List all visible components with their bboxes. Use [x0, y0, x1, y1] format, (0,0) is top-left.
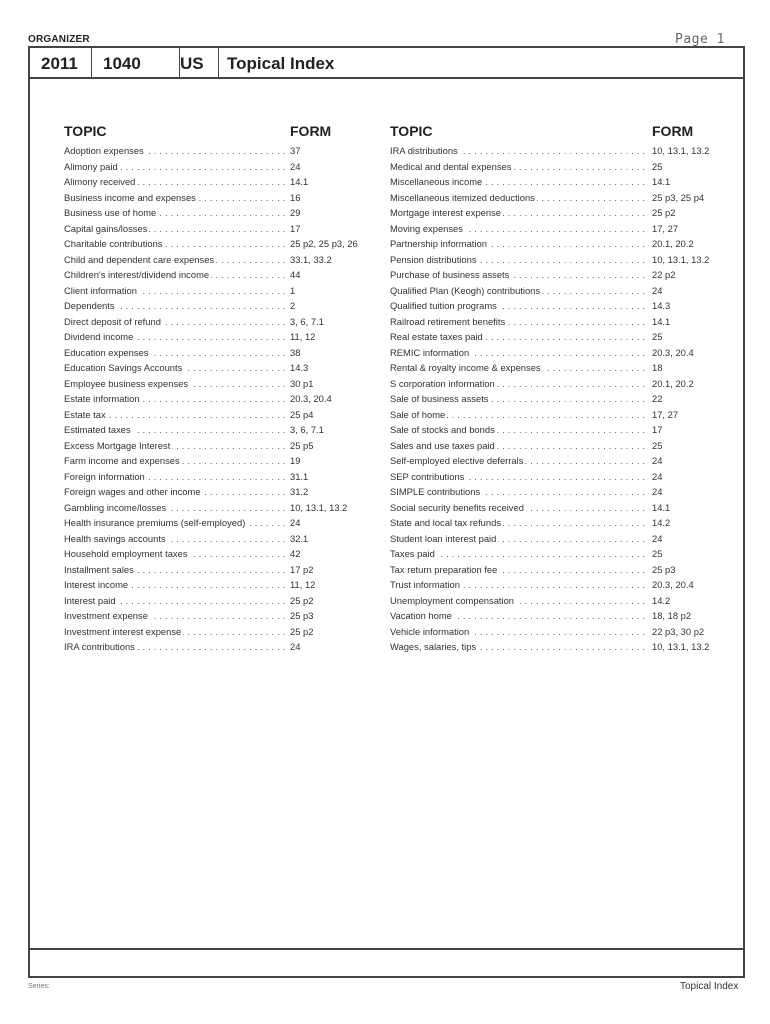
topic-text: Sale of stocks and bonds [390, 424, 495, 435]
index-row [64, 283, 370, 299]
topic-text: Interest paid [64, 594, 116, 606]
topic-cell [64, 515, 288, 531]
topic-cell [64, 267, 288, 283]
form-reference: 24 [652, 470, 663, 482]
topic-cell [64, 500, 288, 516]
topic-text: Household employment taxes [64, 548, 188, 559]
index-row [64, 376, 370, 392]
topic-cell [64, 577, 288, 593]
index-row [64, 562, 370, 578]
index-row [64, 422, 370, 438]
form-reference: 17, 27 [652, 408, 679, 420]
form-reference: 22 p3, 30 p2 [652, 625, 705, 637]
topic-cell [64, 562, 288, 578]
index-row [64, 345, 370, 361]
topic-cell [390, 236, 648, 252]
topic-cell [390, 531, 648, 547]
topic-cell [64, 639, 288, 655]
topic-text: Sale of home [390, 408, 446, 420]
index-row [390, 360, 720, 376]
topic-cell [64, 453, 288, 469]
form-reference: 25 p3 [290, 610, 314, 621]
topic-text: Employee business expenses [64, 377, 189, 389]
topic-text: Sale of business assets [390, 393, 489, 404]
index-row [64, 221, 370, 237]
index-row [64, 360, 370, 376]
form-reference: 17 p2 [290, 563, 314, 575]
index-row [390, 298, 720, 314]
index-row [64, 515, 370, 531]
index-row [64, 174, 370, 190]
topic-text: S corporation information [390, 377, 495, 389]
topic-cell [390, 639, 648, 655]
index-row [390, 391, 720, 407]
index-row [390, 314, 720, 330]
index-row [390, 407, 720, 423]
left-column [64, 123, 370, 655]
form-heading: FORM [652, 123, 694, 139]
topic-cell [64, 391, 288, 407]
topic-text: SIMPLE contributions [390, 486, 481, 497]
index-row [390, 159, 720, 175]
topic-text: Partnership information [390, 238, 487, 249]
topic-text: Miscellaneous itemized deductions [390, 191, 535, 203]
form-reference: 24 [290, 160, 301, 172]
topic-cell [64, 376, 288, 392]
topic-cell [64, 608, 288, 624]
index-row [390, 174, 720, 190]
topic-text: Children's interest/dividend income [64, 269, 210, 280]
index-row [390, 593, 720, 609]
topic-cell [390, 298, 648, 314]
form-reference: 24 [652, 486, 663, 497]
index-row [390, 329, 720, 345]
index-row [64, 577, 370, 593]
index-row [64, 190, 370, 206]
index-row [390, 376, 720, 392]
index-row [64, 531, 370, 547]
topic-cell [390, 624, 648, 640]
form-reference: 31.2 [290, 486, 309, 497]
header-divider [218, 48, 219, 77]
topic-text: Education expenses [64, 346, 149, 358]
footer-divider [30, 948, 743, 950]
index-row [390, 267, 720, 283]
topic-text: Excess Mortgage Interest [64, 439, 171, 451]
topic-text: Miscellaneous income [390, 176, 483, 187]
form-reference: 11, 12 [290, 579, 316, 590]
index-row [64, 546, 370, 562]
topic-cell [390, 515, 648, 531]
index-row [390, 283, 720, 299]
topic-cell [390, 345, 648, 361]
index-row [390, 221, 720, 237]
form-reference: 25 p3 [652, 563, 676, 575]
index-row [390, 205, 720, 221]
form-reference: 20.1, 20.2 [652, 238, 694, 249]
form-reference: 20.3, 20.4 [652, 346, 694, 358]
form-reference: 10, 13.1, 13.2 [290, 501, 348, 513]
topic-cell [390, 190, 648, 206]
topic-text: Wages, salaries, tips [390, 641, 477, 652]
index-row [390, 469, 720, 485]
right-column-header [390, 123, 720, 143]
topic-text: Alimony paid [64, 160, 118, 172]
topic-text: Pension distributions [390, 253, 477, 265]
topic-text: Health savings accounts [64, 532, 166, 544]
form-reference: 29 [290, 207, 301, 218]
topic-text: Direct deposit of refund [64, 315, 161, 327]
topic-cell [64, 174, 288, 190]
form-reference: 20.3, 20.4 [290, 393, 332, 404]
topic-text: Unemployment compensation [390, 594, 515, 606]
topic-text: Estate information [64, 393, 140, 404]
topic-cell [64, 329, 288, 345]
index-row [64, 453, 370, 469]
topic-cell [390, 143, 648, 159]
form-reference: 25 [652, 160, 663, 172]
form-reference: 37 [290, 145, 301, 156]
topic-cell [390, 593, 648, 609]
index-row [64, 298, 370, 314]
form-reference: 25 p2 [290, 594, 314, 606]
index-row [64, 639, 370, 655]
page-number: Page 1 [675, 32, 725, 47]
index-row [64, 391, 370, 407]
form-reference: 19 [290, 455, 301, 466]
topic-text: Dividend income [64, 331, 134, 342]
topic-text: State and local tax refunds [390, 517, 502, 528]
topic-cell [390, 453, 648, 469]
topic-cell [64, 298, 288, 314]
topic-cell [390, 267, 648, 283]
topic-text: Qualified Plan (Keogh) contributions [390, 284, 541, 296]
form-reference: 16 [290, 191, 301, 203]
form-reference: 31.1 [290, 470, 309, 482]
topic-cell [64, 236, 288, 252]
topic-cell [390, 469, 648, 485]
topic-text: Health insurance premiums (self-employed) [64, 517, 246, 528]
form-reference: 17 [652, 424, 663, 435]
index-row [64, 407, 370, 423]
index-row [390, 453, 720, 469]
form-reference: 14.1 [290, 176, 309, 187]
form-reference: 18, 18 p2 [652, 610, 692, 621]
topic-text: Foreign wages and other income [64, 486, 201, 497]
form-reference: 20.3, 20.4 [652, 579, 694, 590]
topic-text: Farm income and expenses [64, 455, 180, 466]
topic-cell [390, 577, 648, 593]
form-reference: 24 [652, 284, 663, 296]
index-row [64, 624, 370, 640]
topic-cell [64, 422, 288, 438]
topic-text: Investment interest expense [64, 625, 182, 637]
topic-cell [64, 205, 288, 221]
form-reference: 25 [652, 548, 663, 559]
topic-cell [390, 407, 648, 423]
topic-text: Adoption expenses [64, 145, 144, 156]
topic-heading: TOPIC [64, 123, 107, 139]
index-row [64, 159, 370, 175]
form-reference: 14.2 [652, 517, 671, 528]
topic-text: Rental & royalty income & expenses [390, 362, 541, 373]
index-row [390, 345, 720, 361]
topic-cell [64, 624, 288, 640]
topic-text: SEP contributions [390, 470, 465, 482]
topic-text: Business income and expenses [64, 191, 196, 203]
form-heading: FORM [290, 123, 332, 139]
form-reference: 14.1 [652, 501, 671, 513]
topic-cell [390, 422, 648, 438]
form-reference: 2 [290, 300, 296, 311]
series-label: Series: [28, 983, 50, 990]
topic-cell [64, 438, 288, 454]
index-row [390, 577, 720, 593]
form-reference: 14.3 [290, 362, 309, 373]
form-reference: 44 [290, 269, 301, 280]
left-column-header [64, 123, 370, 143]
topic-cell [390, 500, 648, 516]
form-reference: 20.1, 20.2 [652, 377, 694, 389]
topic-text: Social security benefits received [390, 501, 524, 513]
topic-cell [390, 376, 648, 392]
form-reference: 17, 27 [652, 222, 679, 234]
index-row [64, 314, 370, 330]
topic-text: Trust information [390, 579, 460, 590]
form-reference: 18 [652, 362, 663, 373]
index-row [390, 422, 720, 438]
form-reference: 25 [652, 439, 663, 451]
topic-text: Gambling income/losses [64, 501, 167, 513]
topic-text: Estimated taxes [64, 424, 131, 435]
topic-text: Railroad retirement benefits [390, 315, 506, 327]
form-reference: 25 p2 [290, 625, 314, 637]
topic-cell [64, 546, 288, 562]
page-title: Topical Index [227, 54, 335, 73]
index-row [64, 608, 370, 624]
topic-text: Dependents [64, 300, 115, 311]
topic-text: REMIC information [390, 346, 470, 358]
index-row [64, 329, 370, 345]
topic-cell [64, 221, 288, 237]
form-reference: 17 [290, 222, 301, 234]
topic-text: Education Savings Accounts [64, 362, 183, 373]
topic-cell [64, 252, 288, 268]
topic-text: Self-employed elective deferrals [390, 455, 524, 466]
form-reference: 24 [290, 641, 301, 652]
form-reference: 14.2 [652, 594, 671, 606]
topic-cell [390, 360, 648, 376]
index-row [390, 608, 720, 624]
topic-cell [390, 562, 648, 578]
topic-cell [64, 593, 288, 609]
topic-text: Student loan interest paid [390, 532, 497, 544]
topic-text: Client information [64, 284, 137, 296]
form-reference: 14.1 [652, 176, 671, 187]
topic-cell [390, 174, 648, 190]
form-reference: 1 [290, 284, 296, 296]
topic-text: Business use of home [64, 207, 157, 218]
topic-cell [390, 484, 648, 500]
topic-text: Real estate taxes paid [390, 331, 483, 342]
form-reference: 11, 12 [290, 331, 316, 342]
form-reference: 24 [290, 517, 301, 528]
topic-text: Capital gains/losses [64, 222, 148, 234]
country-code: US [180, 54, 204, 73]
tax-year: 2011 [30, 48, 92, 77]
topic-cell [390, 546, 648, 562]
topic-text: Installment sales [64, 563, 134, 575]
topic-text: Alimony received [64, 176, 136, 187]
index-row [390, 639, 720, 655]
form-reference: 25 p4 [290, 408, 314, 420]
index-row [390, 252, 720, 268]
topic-text: Qualified tuition programs [390, 300, 497, 311]
topic-text: Vehicle information [390, 625, 470, 637]
topic-text: Sales and use taxes paid [390, 439, 495, 451]
footer-title: Topical Index [680, 981, 739, 992]
index-row [390, 515, 720, 531]
topic-text: Medical and dental expenses [390, 160, 512, 172]
form-reference: 24 [652, 455, 663, 466]
index-row [64, 267, 370, 283]
form-reference: 42 [290, 548, 301, 559]
topic-text: Purchase of business assets [390, 269, 510, 280]
topic-heading: TOPIC [390, 123, 433, 139]
topic-text: Foreign information [64, 470, 145, 482]
topic-text: Mortgage interest expense [390, 207, 502, 218]
topic-cell [64, 469, 288, 485]
topic-cell [390, 329, 648, 345]
index-row [390, 236, 720, 252]
index-row [64, 236, 370, 252]
index-row [64, 205, 370, 221]
index-row [64, 438, 370, 454]
form-reference: 25 p5 [290, 439, 314, 451]
form-reference: 14.3 [652, 300, 671, 311]
form-reference: 3, 6, 7.1 [290, 424, 324, 435]
form-reference: 25 [652, 331, 663, 342]
topic-cell [390, 159, 648, 175]
index-row [390, 484, 720, 500]
index-row [390, 500, 720, 516]
index-row [390, 143, 720, 159]
left-topic-list [64, 143, 370, 655]
topic-text: Charitable contributions [64, 238, 163, 249]
form-reference: 22 [652, 393, 663, 404]
topic-text: Estate tax [64, 408, 106, 420]
topic-cell [64, 283, 288, 299]
form-reference: 10, 13.1, 13.2 [652, 253, 710, 265]
form-reference: 32.1 [290, 532, 309, 544]
right-column [390, 123, 720, 655]
topic-cell [64, 531, 288, 547]
topic-text: Vacation home [390, 610, 452, 621]
topic-cell [390, 438, 648, 454]
index-row [390, 562, 720, 578]
index-row [64, 484, 370, 500]
index-row [64, 593, 370, 609]
form-header [30, 48, 743, 79]
form-reference: 25 p3, 25 p4 [652, 191, 705, 203]
index-row [64, 500, 370, 516]
form-reference: 22 p2 [652, 269, 676, 280]
form-reference: 25 p2 [652, 207, 676, 218]
topic-cell [390, 391, 648, 407]
index-row [390, 531, 720, 547]
topic-text: Taxes paid [390, 548, 435, 559]
form-reference: 30 p1 [290, 377, 314, 389]
topic-text: Tax return preparation fee [390, 563, 498, 575]
index-row [390, 546, 720, 562]
topic-text: IRA distributions [390, 145, 458, 156]
index-row [390, 190, 720, 206]
topic-cell [390, 314, 648, 330]
topic-cell [390, 608, 648, 624]
index-row [64, 143, 370, 159]
form-reference: 33.1, 33.2 [290, 253, 332, 265]
form-frame [28, 46, 745, 978]
topic-cell [64, 407, 288, 423]
topic-cell [64, 360, 288, 376]
form-number: 1040 [92, 48, 180, 77]
topic-text: Child and dependent care expenses [64, 253, 215, 265]
topic-text: IRA contributions [64, 641, 135, 652]
topic-cell [390, 205, 648, 221]
form-reference: 14.1 [652, 315, 671, 327]
form-reference: 10, 13.1, 13.2 [652, 641, 710, 652]
topic-cell [64, 143, 288, 159]
organizer-label: ORGANIZER [28, 34, 90, 45]
topic-text: Moving expenses [390, 222, 463, 234]
topic-text: Interest income [64, 579, 129, 590]
topic-cell [64, 314, 288, 330]
topic-cell [390, 283, 648, 299]
right-topic-list [390, 143, 720, 655]
form-reference: 25 p2, 25 p3, 26 [290, 238, 358, 249]
topic-cell [64, 190, 288, 206]
topic-cell [64, 484, 288, 500]
index-row [64, 469, 370, 485]
topic-cell [390, 221, 648, 237]
form-reference: 3, 6, 7.1 [290, 315, 324, 327]
form-reference: 38 [290, 346, 301, 358]
index-row [390, 624, 720, 640]
topic-cell [64, 159, 288, 175]
topic-cell [64, 345, 288, 361]
topic-cell [390, 252, 648, 268]
index-row [64, 252, 370, 268]
form-reference: 24 [652, 532, 663, 544]
form-reference: 10, 13.1, 13.2 [652, 145, 710, 156]
index-row [390, 438, 720, 454]
topic-text: Investment expense [64, 610, 148, 621]
